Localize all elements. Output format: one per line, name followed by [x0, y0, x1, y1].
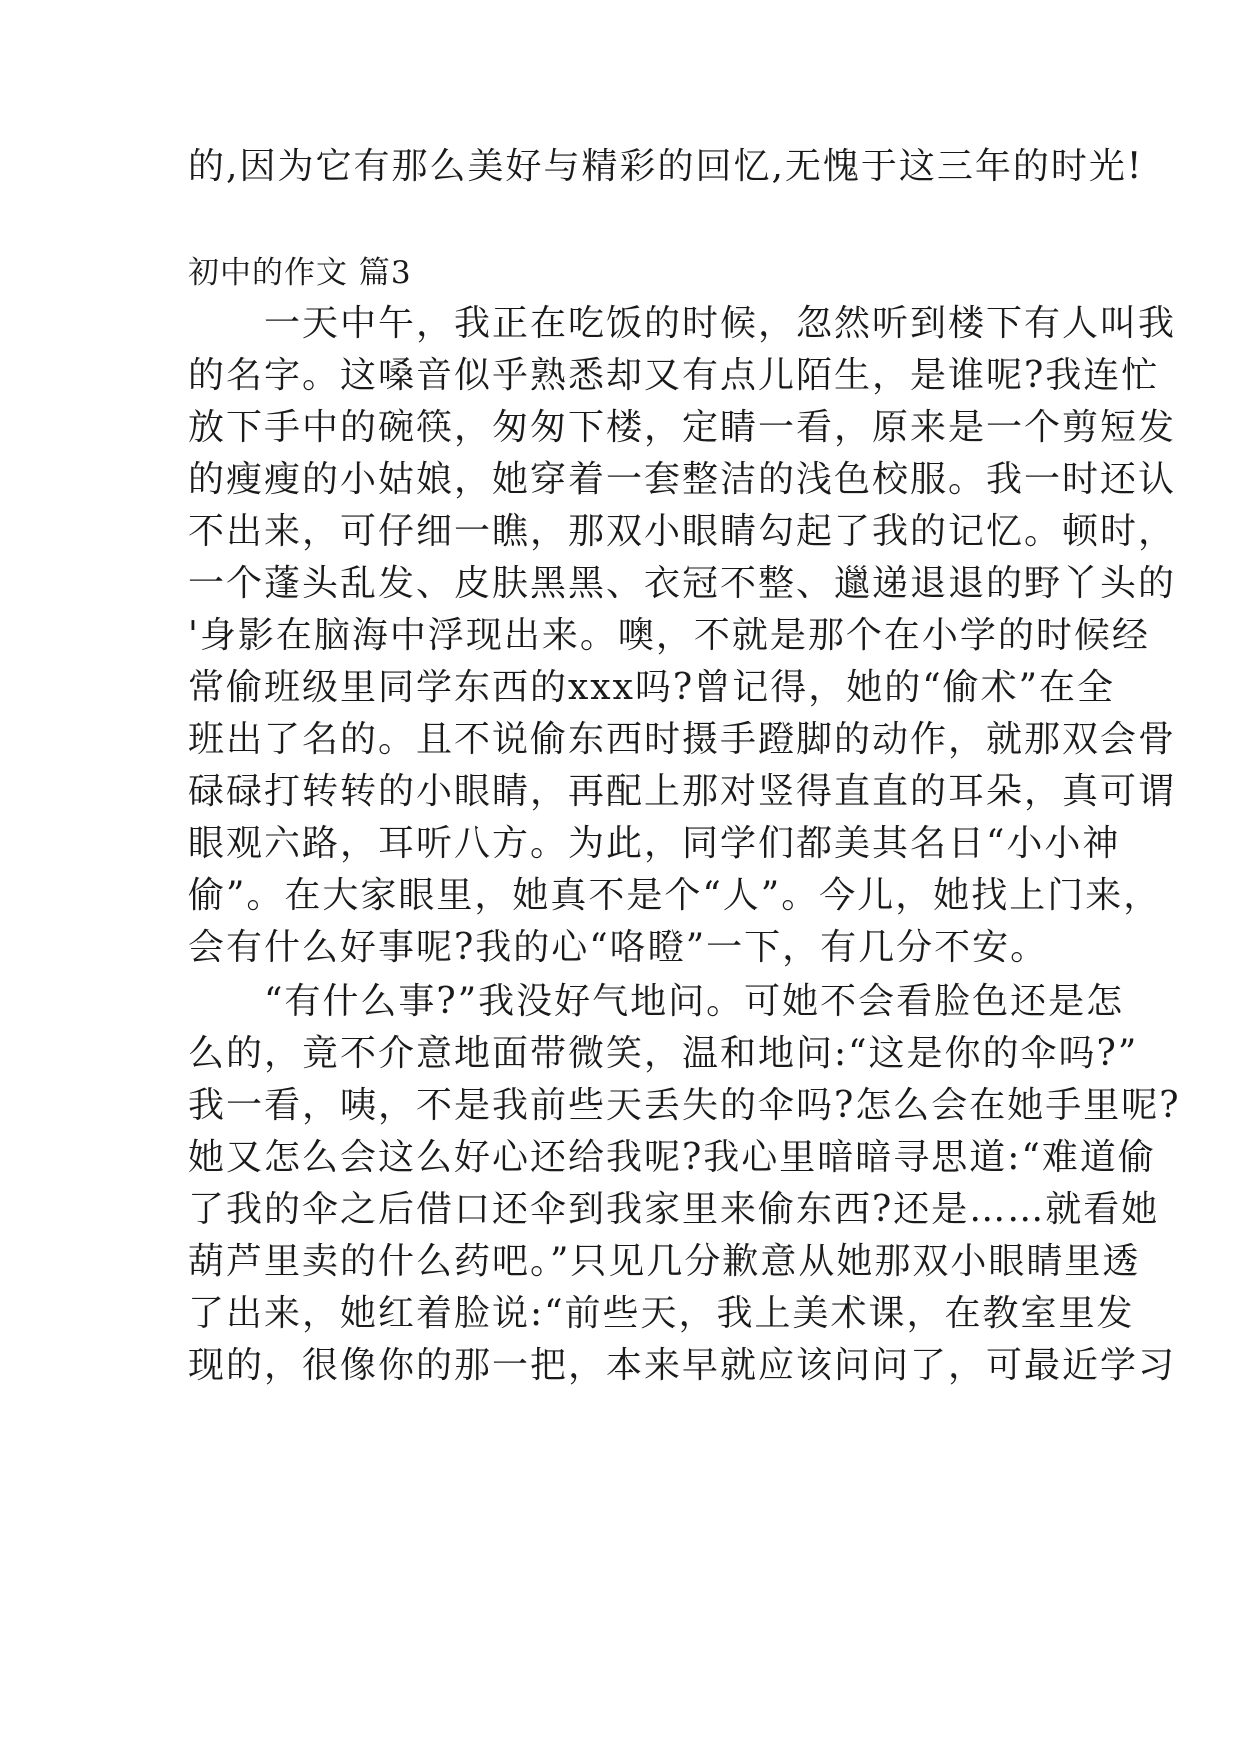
paragraph-line: 了出来，她红着脸说:“前些天，我上美术课，在教室里发 — [188, 1293, 1135, 1334]
paragraph-line: 一个蓬头乱发、皮肤黑黑、衣冠不整、邋递退退的野丫头的 — [188, 563, 1177, 604]
paragraph-line: “有什么事?”我没好气地问。可她不会看脸色还是怎 — [188, 981, 1125, 1022]
opening-line: 的,因为它有那么美好与精彩的回忆,无愧于这三年的时光! — [188, 146, 1144, 187]
paragraph-line: 的瘦瘦的小姑娘，她穿着一套整洁的浅色校服。我一时还认 — [188, 459, 1177, 500]
paragraph-line: 会有什么好事呢?我的心“咯瞪”一下，有几分不安。 — [188, 927, 1049, 968]
paragraph-line: 葫芦里卖的什么药吧。”只见几分歉意从她那双小眼睛里透 — [188, 1241, 1141, 1282]
section-heading: 初中的作文 篇3 — [188, 255, 412, 291]
paragraph-line: 偷”。在大家眼里，她真不是个“人”。今儿，她找上门来， — [188, 875, 1162, 916]
paragraph-line: 我一看，咦，不是我前些天丢失的伞吗?怎么会在她手里呢? — [188, 1085, 1181, 1126]
paragraph-line: 放下手中的碗筷，匆匆下楼，定睛一看，原来是一个剪短发 — [188, 407, 1177, 448]
paragraph-line: 眼观六路，耳听八方。为此，同学们都美其名日“小小神 — [188, 823, 1121, 864]
paragraph-line: 不出来，可仔细一瞧，那双小眼睛勾起了我的记忆。顿时， — [188, 511, 1177, 552]
paragraph-line: 现的，很像你的那一把，本来早就应该问问了，可最近学习 — [188, 1345, 1177, 1386]
paragraph-line: 她又怎么会这么好心还给我呢?我心里暗暗寻思道:“难道偷 — [188, 1137, 1156, 1178]
paragraph-line: 的名字。这嗓音似乎熟悉却又有点儿陌生，是谁呢?我连忙 — [188, 355, 1160, 396]
paragraph-line: 班出了名的。且不说偷东西时摄手蹬脚的动作，就那双会骨 — [188, 719, 1177, 760]
paragraph-line: 了我的伞之后借口还伞到我家里来偷东西?还是……就看她 — [188, 1189, 1160, 1230]
paragraph-line: 么的，竟不介意地面带微笑，温和地问:“这是你的伞吗?” — [188, 1033, 1139, 1074]
paragraph-line: 碌碌打转转的小眼睛，再配上那对竖得直直的耳朵，真可谓 — [188, 771, 1177, 812]
paragraph-line: '身影在脑海中浮现出来。噢，不就是那个在小学的时候经 — [188, 615, 1150, 656]
paragraph-line: 一天中午，我正在吃饭的时候，忽然听到楼下有人叫我 — [188, 303, 1177, 344]
paragraph-line: 常偷班级里同学东西的xxx吗?曾记得，她的“偷术”在全 — [188, 667, 1116, 708]
